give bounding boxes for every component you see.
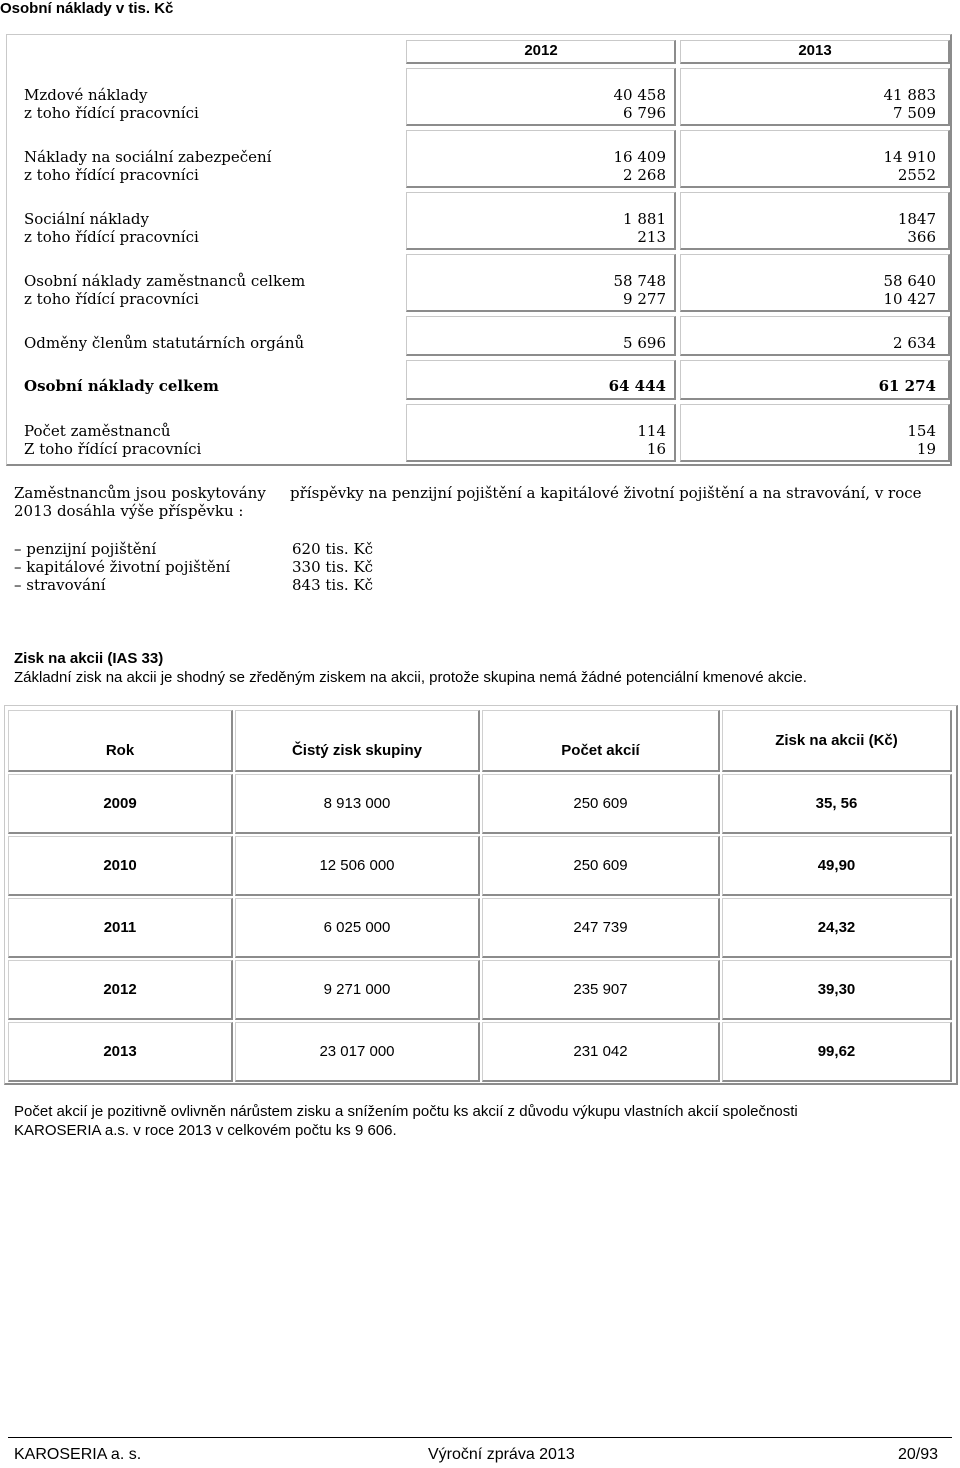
sub-value-2013: 19 (916, 440, 936, 458)
value-2012: 40 458 (613, 86, 666, 104)
eps-value: 24,32 (722, 898, 952, 958)
eps-share-count: 247 739 (482, 898, 720, 958)
benefit-value: 330 tis. Kč (292, 558, 374, 576)
eps-description: Základní zisk na akcii je shodný se zředěným ziskem na akcii, protože skupina nemá žádné potenciální kmenové akcie. (14, 669, 807, 686)
eps-net-profit: 12 506 000 (235, 836, 480, 896)
header-year: Rok (8, 710, 233, 772)
eps-year: 2012 (8, 960, 233, 1020)
closing-text-line2: KAROSERIA a.s. v roce 2013 v celkovém počtu ks 9 606. (14, 1122, 397, 1139)
eps-year: 2013 (8, 1022, 233, 1082)
eps-year: 2010 (8, 836, 233, 896)
row-label: Osobní náklady zaměstnanců celkem (24, 272, 306, 290)
personnel-costs-table (6, 34, 952, 466)
header-share-count: Počet akcií (482, 710, 720, 772)
eps-net-profit: 23 017 000 (235, 1022, 480, 1082)
sub-value-2013: 7 509 (893, 104, 936, 122)
eps-table (4, 705, 958, 1085)
benefit-label: – stravování (14, 576, 106, 594)
total-value-2013: 61 274 (878, 377, 936, 395)
eps-value: 49,90 (722, 836, 952, 896)
eps-value: 39,30 (722, 960, 952, 1020)
value-2012: 58 748 (613, 272, 666, 290)
year-header-2012: 2012 (524, 42, 558, 59)
sub-value-2013: 366 (907, 228, 936, 246)
value-2013: 2 634 (893, 334, 936, 352)
value-2012: 16 409 (613, 148, 666, 166)
value-2013: 1847 (897, 210, 936, 228)
benefit-value: 843 tis. Kč (292, 576, 374, 594)
eps-value: 99,62 (722, 1022, 952, 1082)
row-sub-label: z toho řídící pracovníci (24, 228, 199, 246)
value-2012: 5 696 (623, 334, 666, 352)
value-2013: 41 883 (883, 86, 936, 104)
row-sub-label: z toho řídící pracovníci (24, 104, 199, 122)
year-header-2013: 2013 (798, 42, 832, 59)
row-label: Odměny členům statutárních orgánů (24, 334, 305, 352)
value-2012: 114 (637, 422, 666, 440)
value-2013: 14 910 (883, 148, 936, 166)
row-label: Sociální náklady (24, 210, 149, 228)
eps-heading: Zisk na akcii (IAS 33) (14, 650, 164, 667)
eps-net-profit: 9 271 000 (235, 960, 480, 1020)
sub-value-2012: 2 268 (623, 166, 666, 184)
row-sub-label: z toho řídící pracovníci (24, 290, 199, 308)
sub-value-2013: 10 427 (883, 290, 936, 308)
sub-value-2012: 16 (646, 440, 666, 458)
eps-year: 2011 (8, 898, 233, 958)
value-2013: 154 (907, 422, 936, 440)
row-sub-label: z toho řídící pracovníci (24, 166, 199, 184)
sub-value-2013: 2552 (897, 166, 936, 184)
eps-year: 2009 (8, 774, 233, 834)
sub-value-2012: 213 (637, 228, 666, 246)
total-value-2012: 64 444 (608, 377, 666, 395)
eps-share-count: 250 609 (482, 836, 720, 896)
eps-share-count: 250 609 (482, 774, 720, 834)
eps-share-count: 235 907 (482, 960, 720, 1020)
header-net-profit: Čistý zisk skupiny (235, 710, 480, 772)
eps-value: 35, 56 (722, 774, 952, 834)
closing-text-line1: Počet akcií je pozitivně ovlivněn nárůstem zisku a snížením počtu ks akcií z důvodu výkupu vlastních akcií společnosti (14, 1103, 798, 1120)
page-title: Osobní náklady v tis. Kč (0, 0, 174, 17)
row-label: Mzdové náklady (24, 86, 148, 104)
footer-company: KAROSERIA a. s. (14, 1446, 142, 1463)
value-2012: 1 881 (623, 210, 666, 228)
benefit-value: 620 tis. Kč (292, 540, 374, 558)
benefit-label: – penzijní pojištění (14, 540, 157, 558)
benefits-intro-line2: 2013 dosáhla výše příspěvku : (14, 502, 244, 520)
benefits-intro-right: příspěvky na penzijní pojištění a kapitálové životní pojištění a na stravování, v roce (290, 484, 922, 502)
benefits-intro-left: Zaměstnancům jsou poskytovány (14, 484, 266, 502)
footer-report-title: Výroční zpráva 2013 (428, 1446, 575, 1463)
row-label: Náklady na sociální zabezpečení (24, 148, 272, 166)
row-label: Počet zaměstnanců (24, 422, 171, 440)
value-2013: 58 640 (883, 272, 936, 290)
row-sub-label: Z toho řídící pracovníci (24, 440, 202, 458)
sub-value-2012: 9 277 (623, 290, 666, 308)
eps-net-profit: 8 913 000 (235, 774, 480, 834)
header-eps: Zisk na akcii (Kč) (722, 710, 952, 772)
eps-share-count: 231 042 (482, 1022, 720, 1082)
footer-divider (8, 1437, 952, 1438)
total-label: Osobní náklady celkem (24, 377, 219, 395)
eps-net-profit: 6 025 000 (235, 898, 480, 958)
footer-page-number: 20/93 (897, 1446, 938, 1463)
sub-value-2012: 6 796 (623, 104, 666, 122)
benefit-label: – kapitálové životní pojištění (14, 558, 231, 576)
